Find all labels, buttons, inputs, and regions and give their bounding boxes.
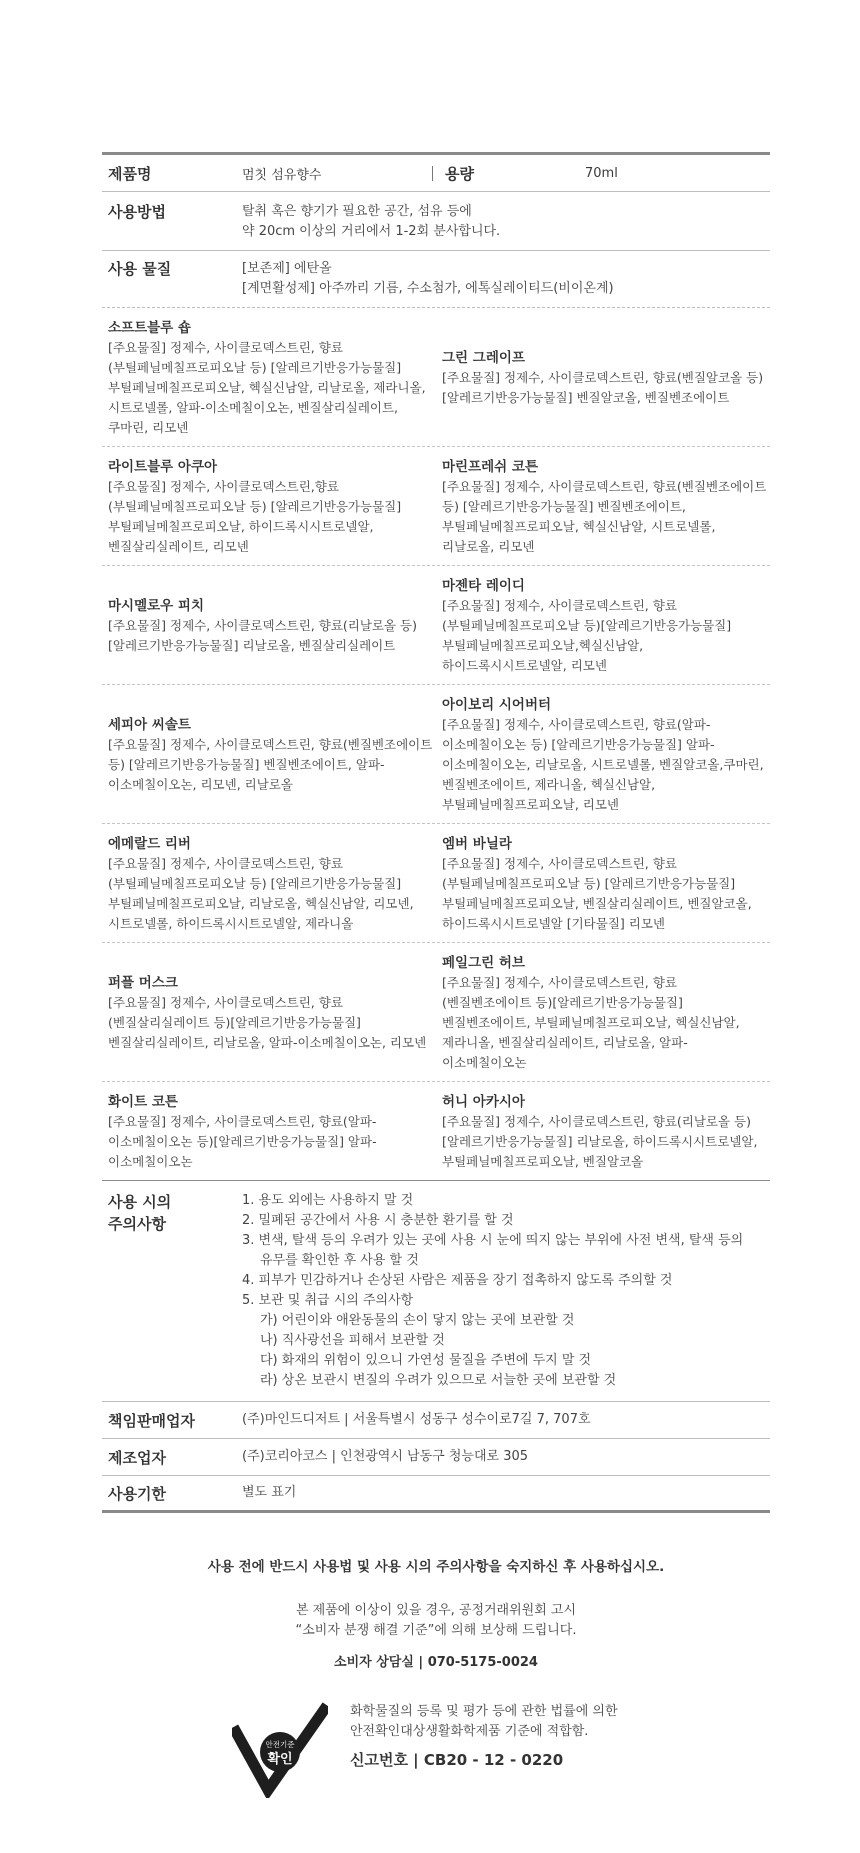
caution-item: 유무를 확인한 후 사용 할 것 — [260, 1253, 419, 1268]
scent-item — [436, 318, 770, 438]
caution-subitem: 다) 화재의 위험이 있으니 가연성 물질을 주변에 두지 말 것 — [260, 1353, 592, 1368]
product-name-value: 멈칫 섬유향수 — [242, 167, 322, 183]
expiry-label: 사용기한 — [108, 1484, 166, 1503]
scent-name: 허니 아카시아 — [442, 1094, 525, 1110]
caution-item: 3. 변색, 탈색 등의 우려가 있는 곳에 사용 시 눈에 띄지 않는 부위에 사전 변색, 탈색 등의 — [242, 1233, 744, 1248]
safety-certification — [232, 1702, 770, 1798]
caution-item: 4. 피부가 민감하거나 손상된 사람은 제품을 장기 접촉하지 않도록 주의할 것 — [242, 1273, 673, 1288]
scent-row — [102, 447, 770, 566]
scent-ingredients: [주요물질] 정제수, 사이클로덱스트린, 향료 (부틸페닐메칠프로피오날 등)[알레르기반응가능물질] 부틸페닐메칠프로피오날,헥실신남알, 하이드록시시트로넬알, 리모넨 — [442, 598, 732, 673]
safety-check-mark-icon — [232, 1702, 328, 1798]
safety-text — [350, 1702, 618, 1770]
usage-line: 탈취 혹은 향기가 필요한 공간, 섬유 등에 — [242, 204, 472, 219]
safety-line: 화학물질의 등록 및 평가 등에 관한 법률에 의한 — [350, 1704, 618, 1719]
scent-item — [436, 953, 770, 1073]
caution-label-line: 주의사항 — [108, 1215, 166, 1233]
scent-ingredients: [주요물질] 정제수, 사이클로덱스트린, 향료(리날로올 등)[알레르기반응가능물질] 리날로올, 하이드록시시트로넬알, 부틸페닐메칠프로피오날, 벤질알코올 — [442, 1114, 758, 1169]
scent-item — [102, 457, 436, 557]
scent-ingredients: [주요물질] 정제수, 사이클로덱스트린, 향료 (부틸페닐메칠프로피오날 등) [알레르기반응가능물질] 부틸페닐메칠프로피오날, 벤질살리실레이트, 벤질알코올, 하이드록시시트로넬알 [기타물질] 리모넨 — [442, 856, 752, 931]
badge-top-text: 안전기준 — [265, 1740, 295, 1749]
manufacturer-label: 제조업자 — [108, 1448, 166, 1467]
substances-value — [242, 259, 770, 299]
scent-item — [102, 834, 436, 934]
scent-name: 마린프레쉬 코튼 — [442, 459, 538, 475]
scent-name: 퍼플 머스크 — [108, 975, 178, 991]
scent-name: 소프트블루 숍 — [108, 320, 191, 336]
badge-bottom-text: 확인 — [267, 1752, 293, 1767]
scent-item — [436, 695, 770, 815]
usage-row — [102, 192, 770, 251]
compensation-notice — [102, 1601, 770, 1641]
volume-value: 70ml — [585, 165, 618, 181]
scent-name: 페일그린 허브 — [442, 955, 525, 971]
caution-item: 2. 밀폐된 공간에서 사용 시 충분한 환기를 할 것 — [242, 1213, 514, 1228]
compensation-line: 본 제품에 이상이 있을 경우, 공정거래위원회 고시 — [295, 1603, 577, 1618]
scent-name: 세피아 씨솔트 — [108, 717, 191, 733]
caution-label — [102, 1191, 242, 1391]
scent-name: 라이트블루 아쿠아 — [108, 459, 218, 475]
scent-item — [436, 457, 770, 557]
safety-line: 안전확인대상생활화학제품 기준에 적합함. — [350, 1724, 589, 1739]
scent-name: 그린 그레이프 — [442, 350, 525, 366]
scent-row — [102, 685, 770, 824]
scent-name: 마젠타 레이디 — [442, 578, 525, 594]
expiry-value: 별도 표기 — [242, 1485, 297, 1500]
usage-value — [242, 202, 770, 242]
caution-item: 1. 용도 외에는 사용하지 말 것 — [242, 1193, 414, 1208]
scent-item — [102, 318, 436, 438]
scent-row — [102, 308, 770, 447]
seller-value: (주)마인드디저트 | 서울특별시 성동구 성수이로7길 7, 707호 — [242, 1412, 591, 1427]
scent-item — [102, 695, 436, 815]
substance-line: [보존제] 에탄올 — [242, 261, 332, 276]
scent-list — [102, 308, 770, 1181]
substances-label: 사용 물질 — [108, 260, 172, 278]
footer — [102, 1555, 770, 1670]
substance-line: [계면활성제] 아주까리 기름, 수소첨가, 에톡실레이티드(비이온계) — [242, 281, 614, 296]
scent-ingredients: [주요물질] 정제수, 사이클로덱스트린, 향료(알파-이소메칠이오논 등)[알레르기반응가능물질] 알파-이소메칠이오논 — [108, 1114, 377, 1169]
manufacturer-value: (주)코리아코스 | 인천광역시 남동구 청능대로 305 — [242, 1449, 529, 1464]
caution-subitem: 나) 직사광선을 피해서 보관할 것 — [260, 1333, 445, 1348]
scent-item — [102, 1092, 436, 1172]
scent-row — [102, 566, 770, 685]
product-name-row — [102, 155, 770, 192]
scent-ingredients: [주요물질] 정제수, 사이클로덱스트린,향료(부틸페닐메칠프로피오날 등) [알레르기반응가능물질] 부틸페닐메칠프로피오날, 하이드록시시트로넬알, 벤질살리실레이트, 리모넨 — [108, 479, 402, 554]
caution-item: 5. 보관 및 취급 시의 주의사항 — [242, 1293, 414, 1308]
customer-center: 소비자 상담실 | 070-5175-0024 — [334, 1655, 538, 1670]
scent-ingredients: [주요물질] 정제수, 사이클로덱스트린, 향료(벤질알코올 등) [알레르기반응가능물질] 벤질알코올, 벤질벤조에이트 — [442, 370, 764, 405]
scent-name: 마시멜로우 피치 — [108, 598, 204, 614]
seller-row — [102, 1402, 770, 1439]
scent-item — [102, 953, 436, 1073]
scent-name: 아이보리 시어버터 — [442, 697, 552, 713]
caution-subitem: 라) 상온 보관시 변질의 우려가 있으므로 서늘한 곳에 보관할 것 — [260, 1373, 617, 1388]
scent-ingredients: [주요물질] 정제수, 사이클로덱스트린, 향료(부틸페닐메칠프로피오날 등) [알레르기반응가능물질] 부틸페닐메칠프로피오날, 리날로올, 헥실신남알, 리모넨, 시트로넬롤, 하이드록시시트로넬알, 제라니올 — [108, 856, 414, 931]
volume-label: 용량 — [445, 164, 474, 183]
scent-item — [436, 1092, 770, 1172]
scent-row — [102, 1082, 770, 1180]
scent-ingredients: [주요물질] 정제수, 사이클로덱스트린, 향료(벤질벤조에이트 등) [알레르기반응가능물질] 벤질벤조에이트, 알파-이소메칠이오논, 리모넨, 리날로올 — [108, 737, 433, 792]
product-info-sheet — [102, 0, 770, 1798]
substances-row — [102, 251, 770, 308]
manufacturer-row — [102, 1439, 770, 1476]
scent-name: 화이트 코튼 — [108, 1094, 178, 1110]
scent-ingredients: [주요물질] 정제수, 사이클로덱스트린, 향료(벤질벤조에이트 등) [알레르기반응가능물질] 벤질벤조에이트, 부틸페닐메칠프로피오날, 헥실신남알, 시트로넬롤, 리날로올, 리모넨 — [442, 479, 767, 554]
scent-ingredients: [주요물질] 정제수, 사이클로덱스트린, 향료(리날로올 등) [알레르기반응가능물질] 리날로올, 벤질살리실레이트 — [108, 618, 417, 653]
scent-item — [436, 576, 770, 676]
scent-ingredients: [주요물질] 정제수, 사이클로덱스트린, 향료(알파-이소메칠이오논 등) [알레르기반응가능물질] 알파-이소메칠이오논, 리날로올, 시트로넬롤, 벤질알코올,쿠마린, 벤질벤조에이트, 제라니올, 헥실신남알, 부틸페닐메칠프로피오날, 리모넨 — [442, 717, 764, 812]
seller-label: 책임판매업자 — [108, 1411, 195, 1430]
usage-notice: 사용 전에 반드시 사용법 및 사용 시의 주의사항을 숙지하신 후 사용하십시오. — [207, 1559, 665, 1575]
scent-name: 엠버 바닐라 — [442, 836, 512, 852]
scent-item — [102, 576, 436, 676]
scent-ingredients: [주요물질] 정제수, 사이클로덱스트린, 향료 (벤질벤조에이트 등)[알레르기반응가능물질] 벤질벤조에이트, 부틸페닐메칠프로피오날, 헥실신남알, 제라니올, 벤질살리실레이트, 리날로올, 알파-이소메칠이오논 — [442, 975, 740, 1070]
scent-item — [436, 834, 770, 934]
scent-ingredients: [주요물질] 정제수, 사이클로덱스트린, 향료(부틸페닐메칠프로피오날 등) [알레르기반응가능물질] 부틸페닐메칠프로피오날, 헥실신남알, 리날로올, 제라니올, 시트로넬롤, 알파-이소메칠이오논, 벤질살리실레이트, 쿠마린, 리모넨 — [108, 340, 426, 435]
caution-label-line: 사용 시의 — [108, 1193, 172, 1211]
compensation-line: “소비자 분쟁 해결 기준”에 의해 보상해 드립니다. — [295, 1623, 577, 1638]
scent-name: 에메랄드 리버 — [108, 836, 191, 852]
expiry-row — [102, 1476, 770, 1513]
caution-row — [102, 1181, 770, 1402]
caution-list — [242, 1191, 770, 1391]
usage-line: 약 20cm 이상의 거리에서 1-2회 분사합니다. — [242, 224, 501, 239]
product-name-label: 제품명 — [108, 164, 152, 183]
scent-row — [102, 943, 770, 1082]
scent-ingredients: [주요물질] 정제수, 사이클로덱스트린, 향료(벤질살리실레이트 등)[알레르기반응가능물질] 벤질살리실레이트, 리날로올, 알파-이소메칠이오논, 리모넨 — [108, 995, 427, 1050]
scent-row — [102, 824, 770, 943]
column-divider — [432, 166, 433, 181]
caution-subitem: 가) 어린이와 애완동물의 손이 닿지 않는 곳에 보관할 것 — [260, 1313, 575, 1328]
usage-label: 사용방법 — [108, 203, 166, 221]
registration-number: 신고번호 | CB20 - 12 - 0220 — [350, 1751, 564, 1769]
